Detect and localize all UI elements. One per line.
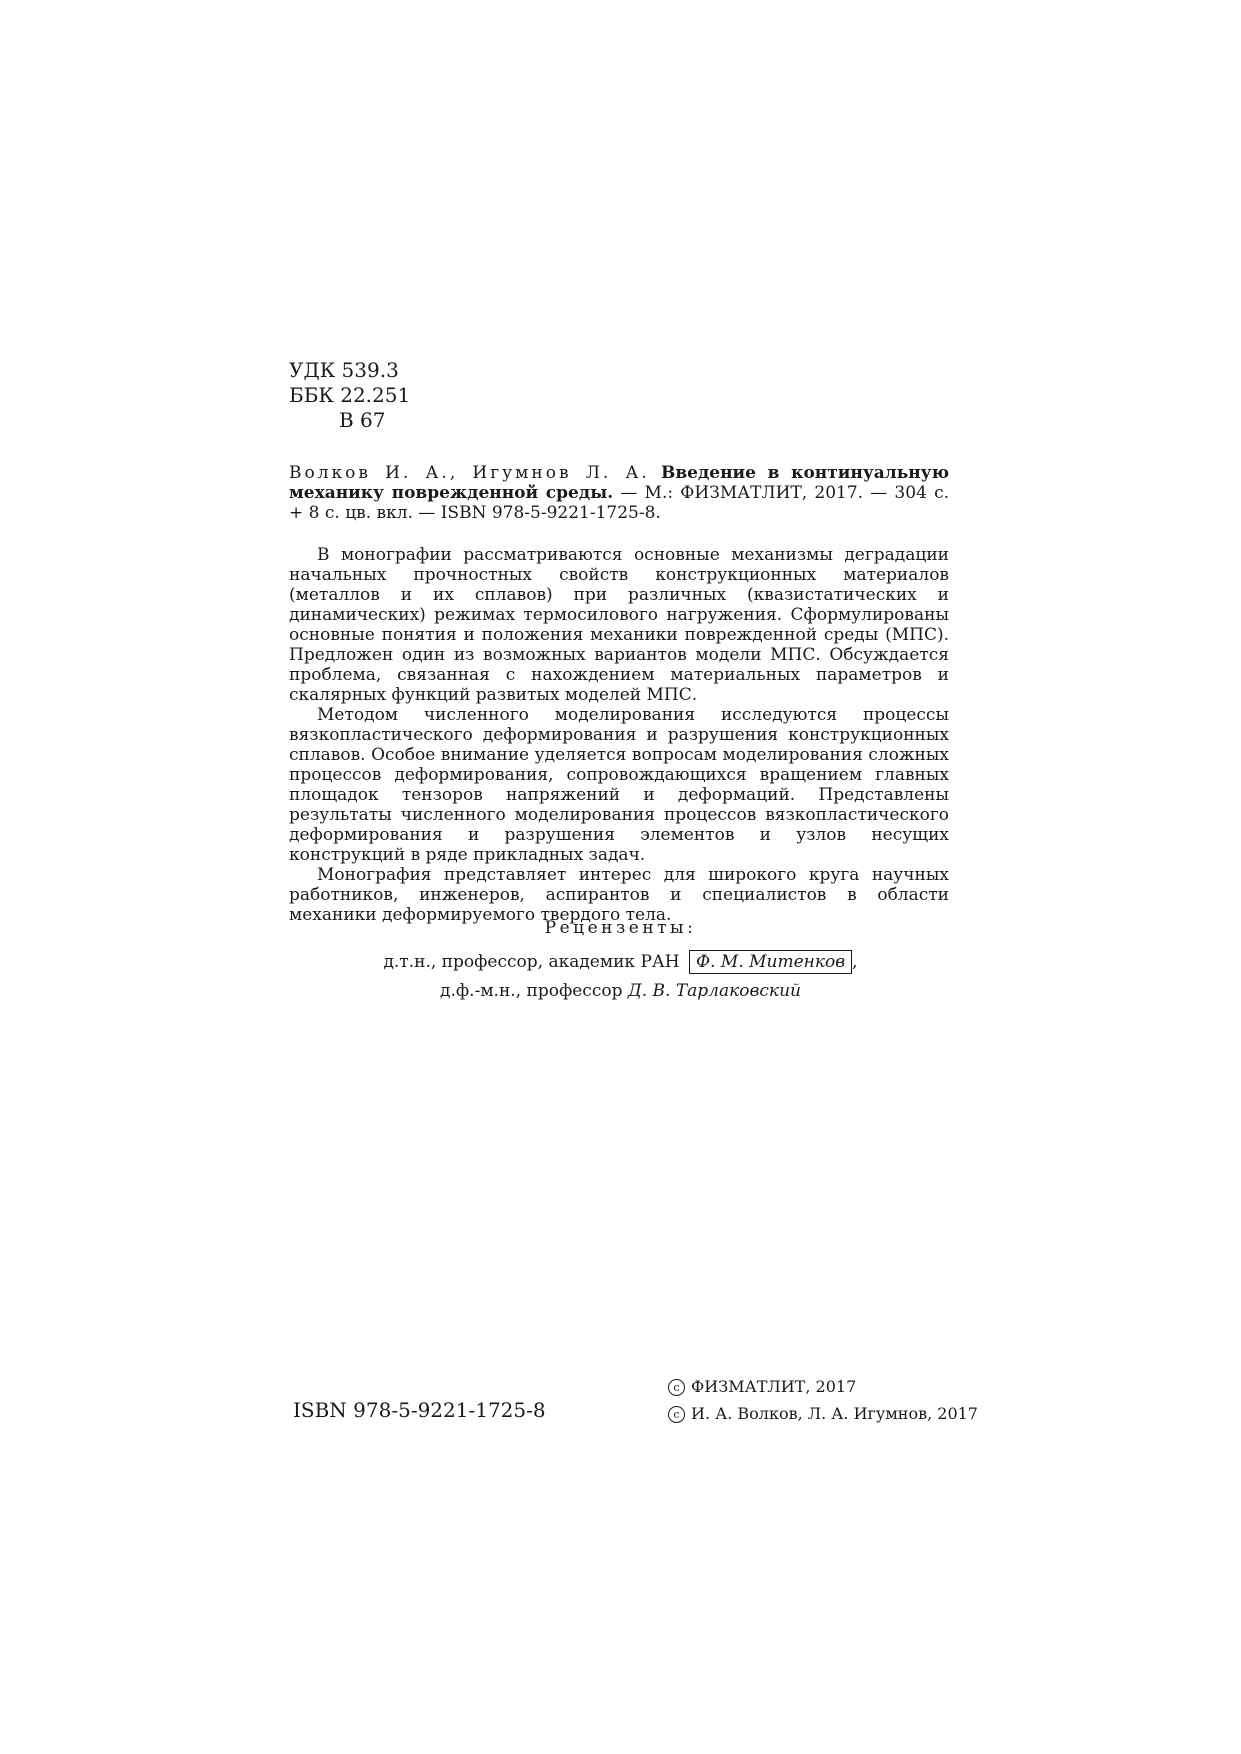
reviewer-2-title: д.ф.-м.н., профессор bbox=[440, 981, 623, 1001]
copyright-line-1 bbox=[668, 1377, 856, 1397]
reviewer-1-name: Ф. М. Митенков bbox=[689, 950, 852, 974]
reviewer-2 bbox=[0, 980, 1241, 1002]
copyright-holder-2: И. А. Волков, Л. А. Игумнов, 2017 bbox=[691, 1404, 978, 1423]
abstract bbox=[289, 545, 949, 925]
abstract-paragraph: Методом численного моделирования исследуются процессы вязкопластического деформирования и разрушения конструкционных сплавов. Особое внимание уделяется вопросам моделирования сложных процессов деформирования, сопровождающихся вращением главных площадок тензоров напряжений и деформаций. Представлены результаты численного моделирования процессов вязкопластического деформирования и разрушения элементов и узлов несущих конструкций в ряде прикладных задач. bbox=[289, 705, 949, 865]
classification-codes bbox=[289, 358, 410, 433]
isbn: ISBN 978-5-9221-1725-8 bbox=[293, 1398, 546, 1422]
reviewer-2-name: Д. В. Тарлаковский bbox=[627, 981, 801, 1001]
abstract-paragraph: В монографии рассматриваются основные механизмы деградации начальных прочностных свойств конструкционных материалов (металлов и их сплавов) при различных (квазистатических и динамических) режимах термосилового нагружения. Сформулированы основные понятия и положения механики поврежденной среды (МПС). Предложен один из возможных вариантов модели МПС. Обсуждается проблема, связанная с нахождением материальных параметров и скалярных функций развитых моделей МПС. bbox=[289, 545, 949, 705]
udk-code: УДК 539.3 bbox=[289, 358, 399, 382]
copyright-icon: c bbox=[668, 1379, 685, 1396]
reviewers-heading: Рецензенты: bbox=[544, 918, 697, 938]
bbk-code: ББК 22.251 bbox=[289, 383, 411, 407]
authors: Волков И. А., Игумнов Л. А. bbox=[289, 463, 650, 483]
reviewer-1-title: д.т.н., профессор, академик РАН bbox=[383, 952, 680, 972]
copyright-line-2 bbox=[668, 1404, 978, 1424]
abstract-paragraph: Монография представляет интерес для широкого круга научных работников, инженеров, аспирантов и специалистов в области механики деформируемого твердого тела. bbox=[289, 865, 949, 925]
copyright-icon: c bbox=[668, 1406, 685, 1423]
reviewer-1 bbox=[0, 951, 1241, 973]
author-mark: В 67 bbox=[339, 408, 386, 432]
publication-details: — М.: ФИЗМАТЛИТ, 2017. — 304 с. + 8 с. цв. вкл. — ISBN 978-5-9221-1725-8. bbox=[289, 483, 950, 523]
copyright-holder-1: ФИЗМАТЛИТ, 2017 bbox=[691, 1377, 857, 1396]
bibliographic-record bbox=[289, 463, 949, 523]
reviewer-1-suffix: , bbox=[852, 952, 858, 972]
book-title: Введение в континуальную механику поврежденной среды. bbox=[289, 463, 949, 503]
